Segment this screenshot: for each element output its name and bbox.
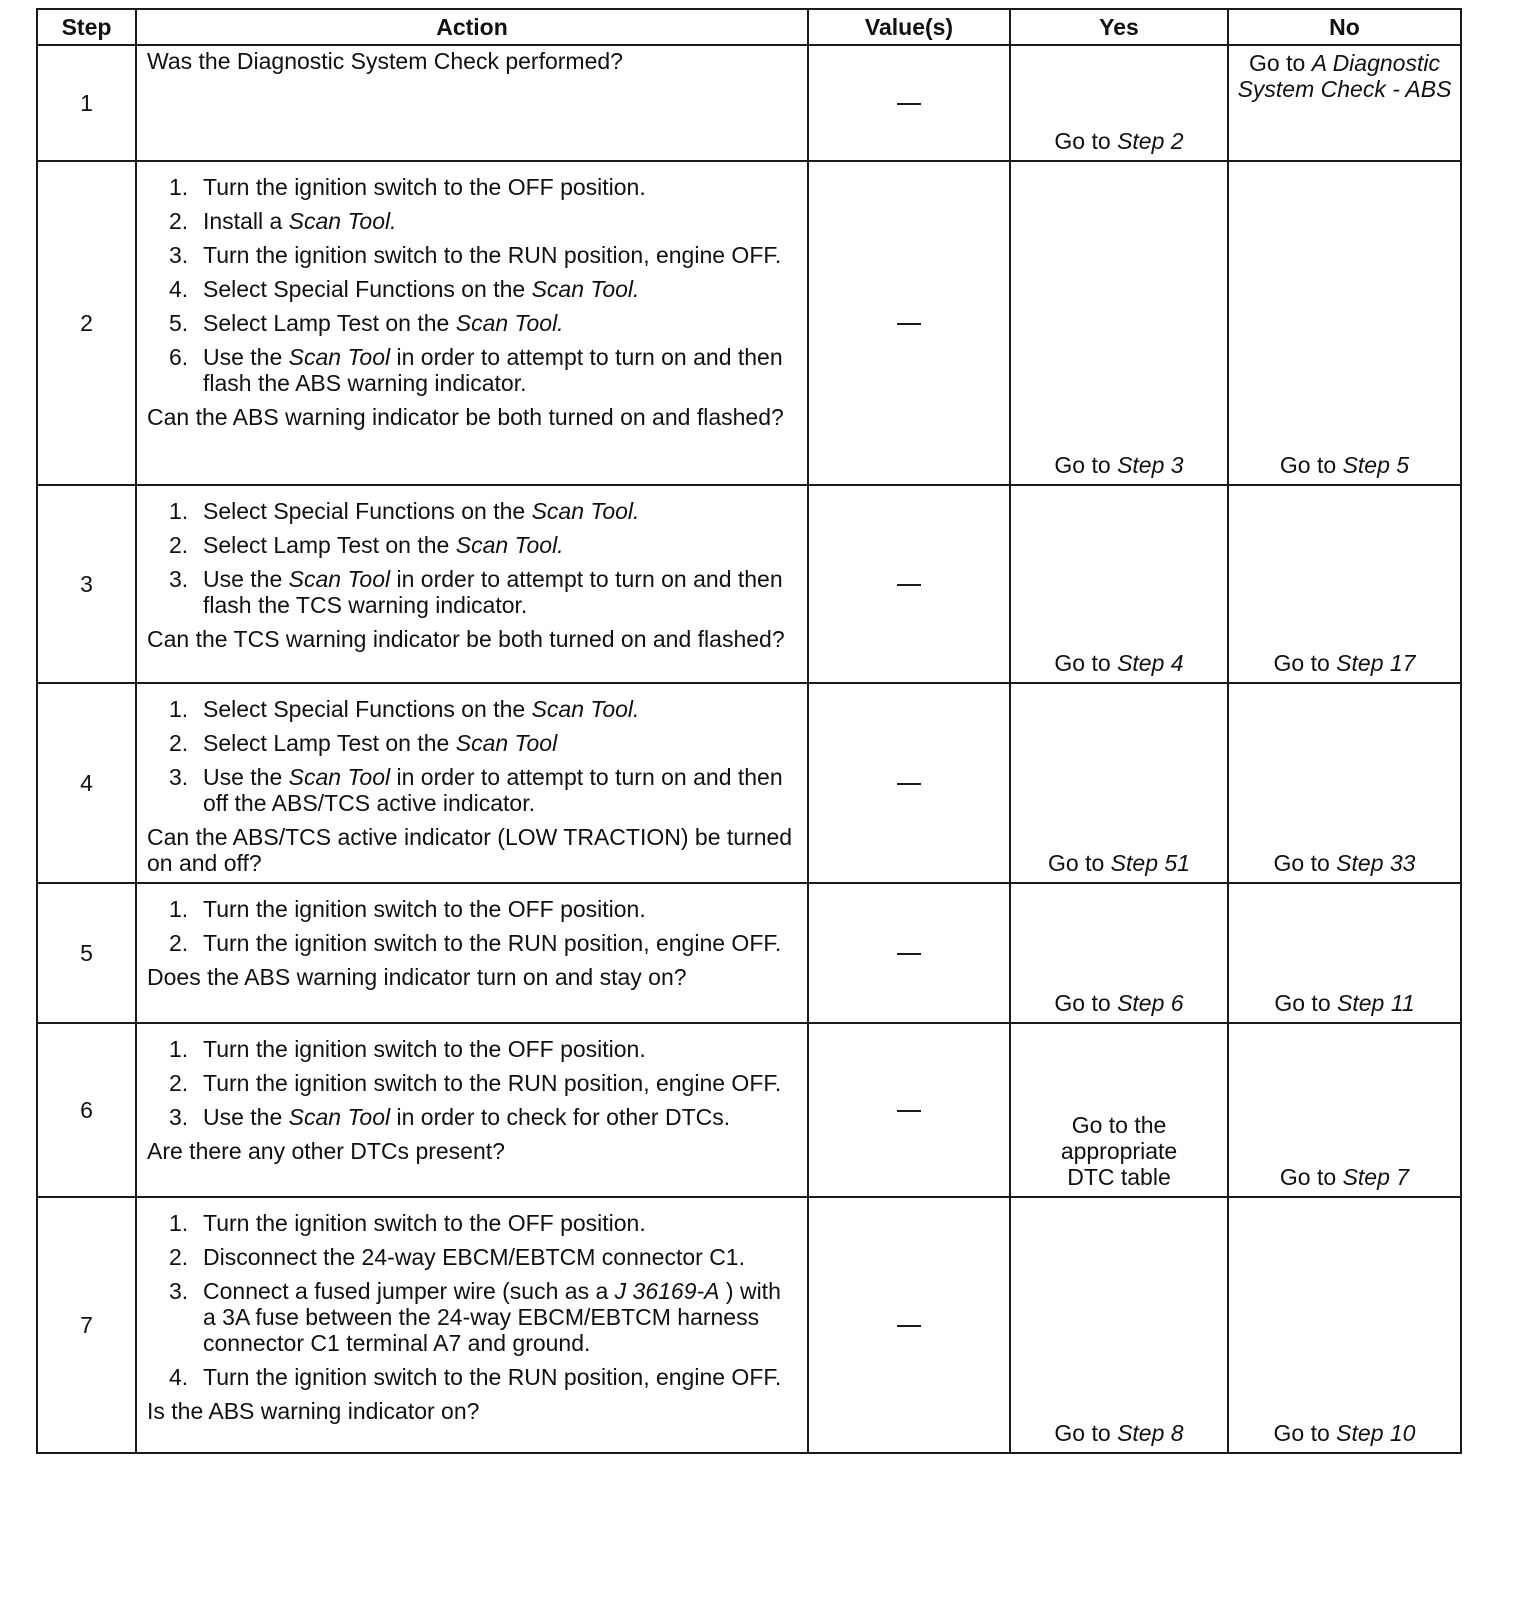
step-number: 4 [37,683,136,883]
action-cell [136,883,808,1023]
list-item: 3. Use the Scan Tool in order to check for other DTCs. [169,1104,731,1130]
step-number: 6 [37,1023,136,1197]
list-item: 1. Turn the ignition switch to the OFF position. [169,1036,646,1062]
table-row [37,161,1461,485]
list-item: 1. Select Special Functions on the Scan Tool. [169,498,640,524]
no-cell: Go to Step 5 [1228,161,1461,485]
action-list [147,696,793,816]
value-cell [808,161,1010,485]
header-action: Action [136,9,808,45]
value-cell [808,1023,1010,1197]
list-item: 3. Use the Scan Tool in order to attempt to turn on and then off the ABS/TCS active indicator. [169,764,783,816]
value-dash [897,783,921,785]
list-item: 2. Turn the ignition switch to the RUN position, engine OFF. [169,1070,782,1096]
yes-cell: Go to Step 8 [1010,1197,1228,1453]
yes-step-number: 8 [1170,1420,1184,1446]
action-question: Are there any other DTCs present? [147,1138,505,1164]
no-cell: Go to Step 33 [1228,683,1461,883]
list-item: 2. Select Lamp Test on the Scan Tool. [169,532,564,558]
yes-cell: Go to Step 4 [1010,485,1228,683]
value-dash [897,323,921,325]
no-cell: Go to Step 17 [1228,485,1461,683]
no-step-number: 7 [1396,1164,1410,1190]
action-cell [136,1023,808,1197]
value-dash [897,103,921,105]
action-question: Can the ABS warning indicator be both turned on and flashed? [147,404,784,430]
value-cell [808,683,1010,883]
step-number: 3 [37,485,136,683]
no-step-number: 17 [1389,650,1416,676]
no-step-number: 33 [1389,850,1416,876]
yes-text: Go to the appropriate DTC table [1060,1112,1178,1190]
step-number: 7 [37,1197,136,1453]
list-item: 1. Turn the ignition switch to the OFF position. [169,1210,646,1236]
yes-cell [1010,45,1228,161]
no-cell: Go to Step 11 [1228,883,1461,1023]
list-item: 3. Turn the ignition switch to the RUN position, engine OFF. [169,242,782,268]
action-question: Was the Diagnostic System Check performed? [147,48,623,74]
table-header-row [37,9,1461,45]
table-body [37,45,1461,1453]
list-item: 1. Turn the ignition switch to the OFF position. [169,174,646,200]
step-number: 5 [37,883,136,1023]
no-cell: Go to Step 10 [1228,1197,1461,1453]
header-step: Step [37,9,136,45]
yes-step-number: 3 [1170,452,1184,478]
list-item: 4. Select Special Functions on the Scan Tool. [169,276,640,302]
value-cell [808,1197,1010,1453]
action-list [147,1036,793,1130]
list-item: 2. Select Lamp Test on the Scan Tool [169,730,558,756]
action-question: Can the TCS warning indicator be both turned on and flashed? [147,626,785,652]
table-row [37,1023,1461,1197]
yes-cell: Go to Step 3 [1010,161,1228,485]
table-row [37,1197,1461,1453]
yes-step-word: Step [1117,128,1165,154]
value-cell [808,485,1010,683]
yes-step-number: 51 [1164,850,1190,876]
action-cell [136,161,808,485]
header-no: No [1228,9,1461,45]
list-item: 4. Turn the ignition switch to the RUN position, engine OFF. [169,1364,782,1390]
list-item: 1. Turn the ignition switch to the OFF position. [169,896,646,922]
no-step-number: 11 [1390,990,1415,1016]
action-cell [136,485,808,683]
yes-step-number: 4 [1170,650,1184,676]
yes-cell: Go to Step 6 [1010,883,1228,1023]
list-item: 2. Install a Scan Tool. [169,208,397,234]
action-list [147,174,793,396]
action-list [147,498,793,618]
action-cell [136,1197,808,1453]
value-dash [897,1325,921,1327]
value-dash [897,953,921,955]
header-yes: Yes [1010,9,1228,45]
value-dash [897,1110,921,1112]
action-cell [136,45,808,161]
table-row [37,45,1461,161]
yes-goto: Go to [1054,128,1111,154]
action-question: Is the ABS warning indicator on? [147,1398,480,1424]
no-step-number: 5 [1396,452,1410,478]
list-item: 6. Use the Scan Tool in order to attempt to turn on and then flash the ABS warning indicator. [169,344,783,396]
no-target: A Diagnostic System Check - ABS [1237,50,1452,102]
action-list [147,1210,793,1390]
table-row [37,683,1461,883]
action-question: Can the ABS/TCS active indicator (LOW TRACTION) be turned on and off? [147,824,793,876]
list-item: 2. Disconnect the 24-way EBCM/EBTCM connector C1. [169,1244,745,1270]
list-item: 1. Select Special Functions on the Scan Tool. [169,696,640,722]
list-item: 3. Connect a fused jumper wire (such as a J 36169-A ) with a 3A fuse between the 24-way EBCM/EBTCM harness connector C1 terminal A7 and ground. [169,1278,781,1356]
table-row [37,883,1461,1023]
no-cell [1228,45,1461,161]
header-values: Value(s) [808,9,1010,45]
no-step-number: 10 [1389,1420,1416,1446]
list-item: 5. Select Lamp Test on the Scan Tool. [169,310,564,336]
list-item: 3. Use the Scan Tool in order to attempt to turn on and then flash the TCS warning indicator. [169,566,783,618]
value-cell [808,883,1010,1023]
yes-cell [1010,1023,1228,1197]
yes-step-number: 2 [1170,128,1184,154]
action-list [147,896,793,956]
value-dash [897,584,921,586]
action-question: Does the ABS warning indicator turn on and stay on? [147,964,687,990]
list-item: 2. Turn the ignition switch to the RUN position, engine OFF. [169,930,782,956]
no-goto: Go to [1249,50,1306,76]
value-cell [808,45,1010,161]
yes-cell: Go to Step 51 [1010,683,1228,883]
no-cell: Go to Step 7 [1228,1023,1461,1197]
yes-step-number: 6 [1170,990,1184,1016]
action-cell [136,683,808,883]
diagnostic-table [36,8,1462,1454]
table-row [37,485,1461,683]
step-number: 2 [37,161,136,485]
step-number: 1 [37,45,136,161]
